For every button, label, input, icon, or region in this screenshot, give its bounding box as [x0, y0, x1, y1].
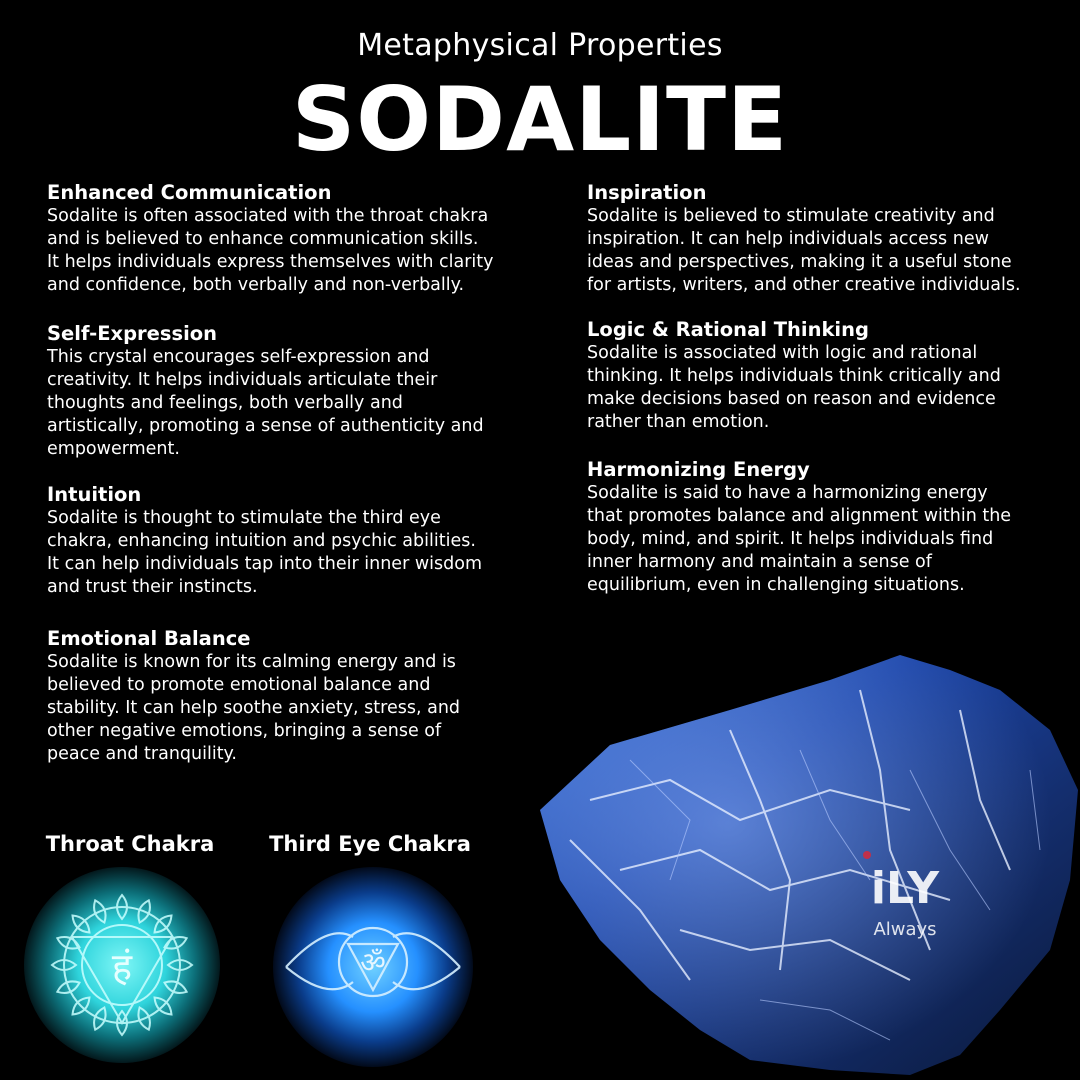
section-body: Sodalite is associated with logic and rational thinking. It helps individuals think critically and make decisions based on reason and evidence rather than emotion.: [587, 343, 1001, 432]
logo-text: Always: [873, 919, 937, 940]
third-eye-chakra-icon: [268, 862, 478, 1072]
section-heading: Inspiration: [587, 181, 707, 204]
section-body: Sodalite is said to have a harmonizing energy that promotes balance and alignment within the body, mind, and spirit. It helps individuals find inner harmony and maintain a sense of equilibrium, even in challenging situations.: [587, 483, 1012, 595]
section-harmonizing-energy: [587, 457, 1011, 597]
throat-chakra-glyph: हं: [111, 945, 133, 989]
ily-always-logo: [855, 855, 955, 945]
third-eye-chakra-glyph: ॐ: [360, 946, 386, 979]
section-logic-rational-thinking: [587, 317, 1001, 434]
section-body: Sodalite is thought to stimulate the third eye chakra, enhancing intuition and psychic abilities. It can help individuals tap into their inner wisdom and trust their instincts.: [47, 508, 482, 597]
header-subtitle: Metaphysical Properties: [357, 28, 723, 63]
section-heading: Enhanced Communication: [47, 181, 332, 204]
section-heading: Self-Expression: [47, 322, 218, 345]
throat-chakra-label: Throat Chakra: [45, 832, 215, 856]
sodalite-stone-image: [530, 650, 1080, 1080]
section-heading: Intuition: [47, 483, 142, 506]
section-self-expression: [47, 321, 484, 461]
section-enhanced-communication: [47, 180, 494, 297]
section-inspiration: [587, 180, 1021, 297]
logo-mark: iLY: [870, 863, 940, 914]
section-heading: Harmonizing Energy: [587, 458, 810, 481]
section-body: Sodalite is often associated with the throat chakra and is believed to enhance communication skills. It helps individuals express themselves with clarity and confidence, both verbally and non-verbally.: [47, 206, 494, 295]
throat-chakra-icon: [22, 865, 222, 1065]
section-heading: Logic & Rational Thinking: [587, 318, 869, 341]
section-heading: Emotional Balance: [47, 627, 251, 650]
section-emotional-balance: [47, 626, 460, 766]
section-body: Sodalite is known for its calming energy and is believed to promote emotional balance and stability. It can help soothe anxiety, stress, and other negative emotions, bringing a sense of peace and tranquility.: [47, 652, 461, 764]
section-body: This crystal encourages self-expression and creativity. It helps individuals articulate their thoughts and feelings, both verbally and artistically, promoting a sense of authenticity and empowerment.: [47, 347, 484, 459]
section-intuition: [47, 482, 482, 599]
page-title: SODALITE: [291, 68, 789, 171]
third-eye-chakra-label: Third Eye Chakra: [269, 832, 471, 856]
section-body: Sodalite is believed to stimulate creativity and inspiration. It can help individuals access new ideas and perspectives, making it a useful stone for artists, writers, and other creative individuals.: [587, 206, 1021, 295]
